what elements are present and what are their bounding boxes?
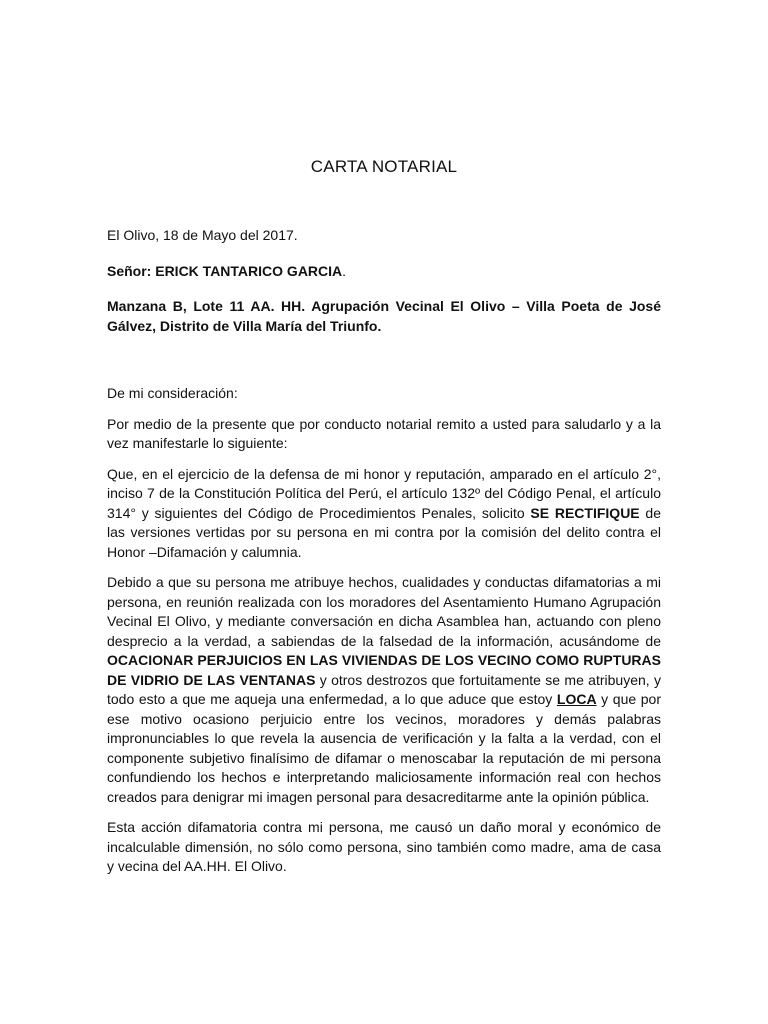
paragraph-facts [107,573,661,807]
recipient-address: Manzana B, Lote 11 AA. HH. Agrupación Vecinal El Olivo – Villa Poeta de José Gálvez, Distrito de Villa María del Triunfo. [107,298,661,334]
recipient-name: ERICK TANTARICO GARCIA [155,262,343,279]
loca-emphasis: LOCA [556,691,597,707]
letter-body [107,226,661,877]
paragraph-request-text-2: de las versiones vertidas por su persona en mi contra por la comisión del delito contra el Honor –Difamación y calumnia. [107,504,661,560]
paragraph-facts-text-2: y otros destrozos que fortuitamente se me atribuyen, y todo esto a que me aqueja una enfermedad, a lo que aduce que estoy [107,671,661,707]
document-title: CARTA NOTARIAL [310,157,458,176]
salutation: De mi consideración: [107,385,238,401]
paragraph-facts-text-3: y que por ese motivo ocasiono perjuicio entre los vecinos, moradores y demás palabras impronunciables lo que revela la ausencia de verificación y la falta a la verdad, con el componente subjetivo finalísimo de difamar o menoscabar la reputación de mi persona confundiendo los hechos e interpretando maliciosamente información real con hechos creados para denigrar mi imagen personal para desacreditarme ante la opinión pública. [107,691,661,805]
recipient-label: Señor: [107,262,152,279]
accusation-emphasis: OCACIONAR PERJUICIOS EN LAS VIVIENDAS DE LOS VECINO COMO RUPTURAS DE VIDRIO DE LAS VENTANAS [107,652,661,688]
paragraph-request-text-1: Que, en el ejercicio de la defensa de mi honor y reputación, amparado en el artículo 2°, inciso 7 de la Constitución Política del Perú, el artículo 132º del Código Penal, el artículo 314° y siguientes del Código de Procedimientos Penales, solicito [107,465,661,521]
rectify-emphasis: SE RECTIFIQUE [530,504,640,521]
paragraph-request [107,465,661,563]
paragraph-intro: Por medio de la presente que por conducto notarial remito a usted para saludarlo y a la vez manifestarle lo siguiente: [107,415,661,451]
paragraph-damage: Esta acción difamatoria contra mi persona, me causó un daño moral y económico de incalculable dimensión, no sólo como persona, sino también como madre, ama de casa y vecina del AA.HH. El Olivo. [107,819,661,874]
date-line: El Olivo, 18 de Mayo del 2017. [107,227,298,243]
recipient-line [107,262,661,282]
paragraph-facts-text-1: Debido a que su persona me atribuye hechos, cualidades y conductas difamatorias a mi persona, en reunión realizada con los moradores del Asentamiento Humano Agrupación Vecinal El Olivo, y mediante conversación en dicha Asamblea han, actuando con pleno desprecio a la verdad, a sabiendas de la falsedad de la información, acusándome de [107,574,661,649]
recipient-end: . [342,262,347,279]
